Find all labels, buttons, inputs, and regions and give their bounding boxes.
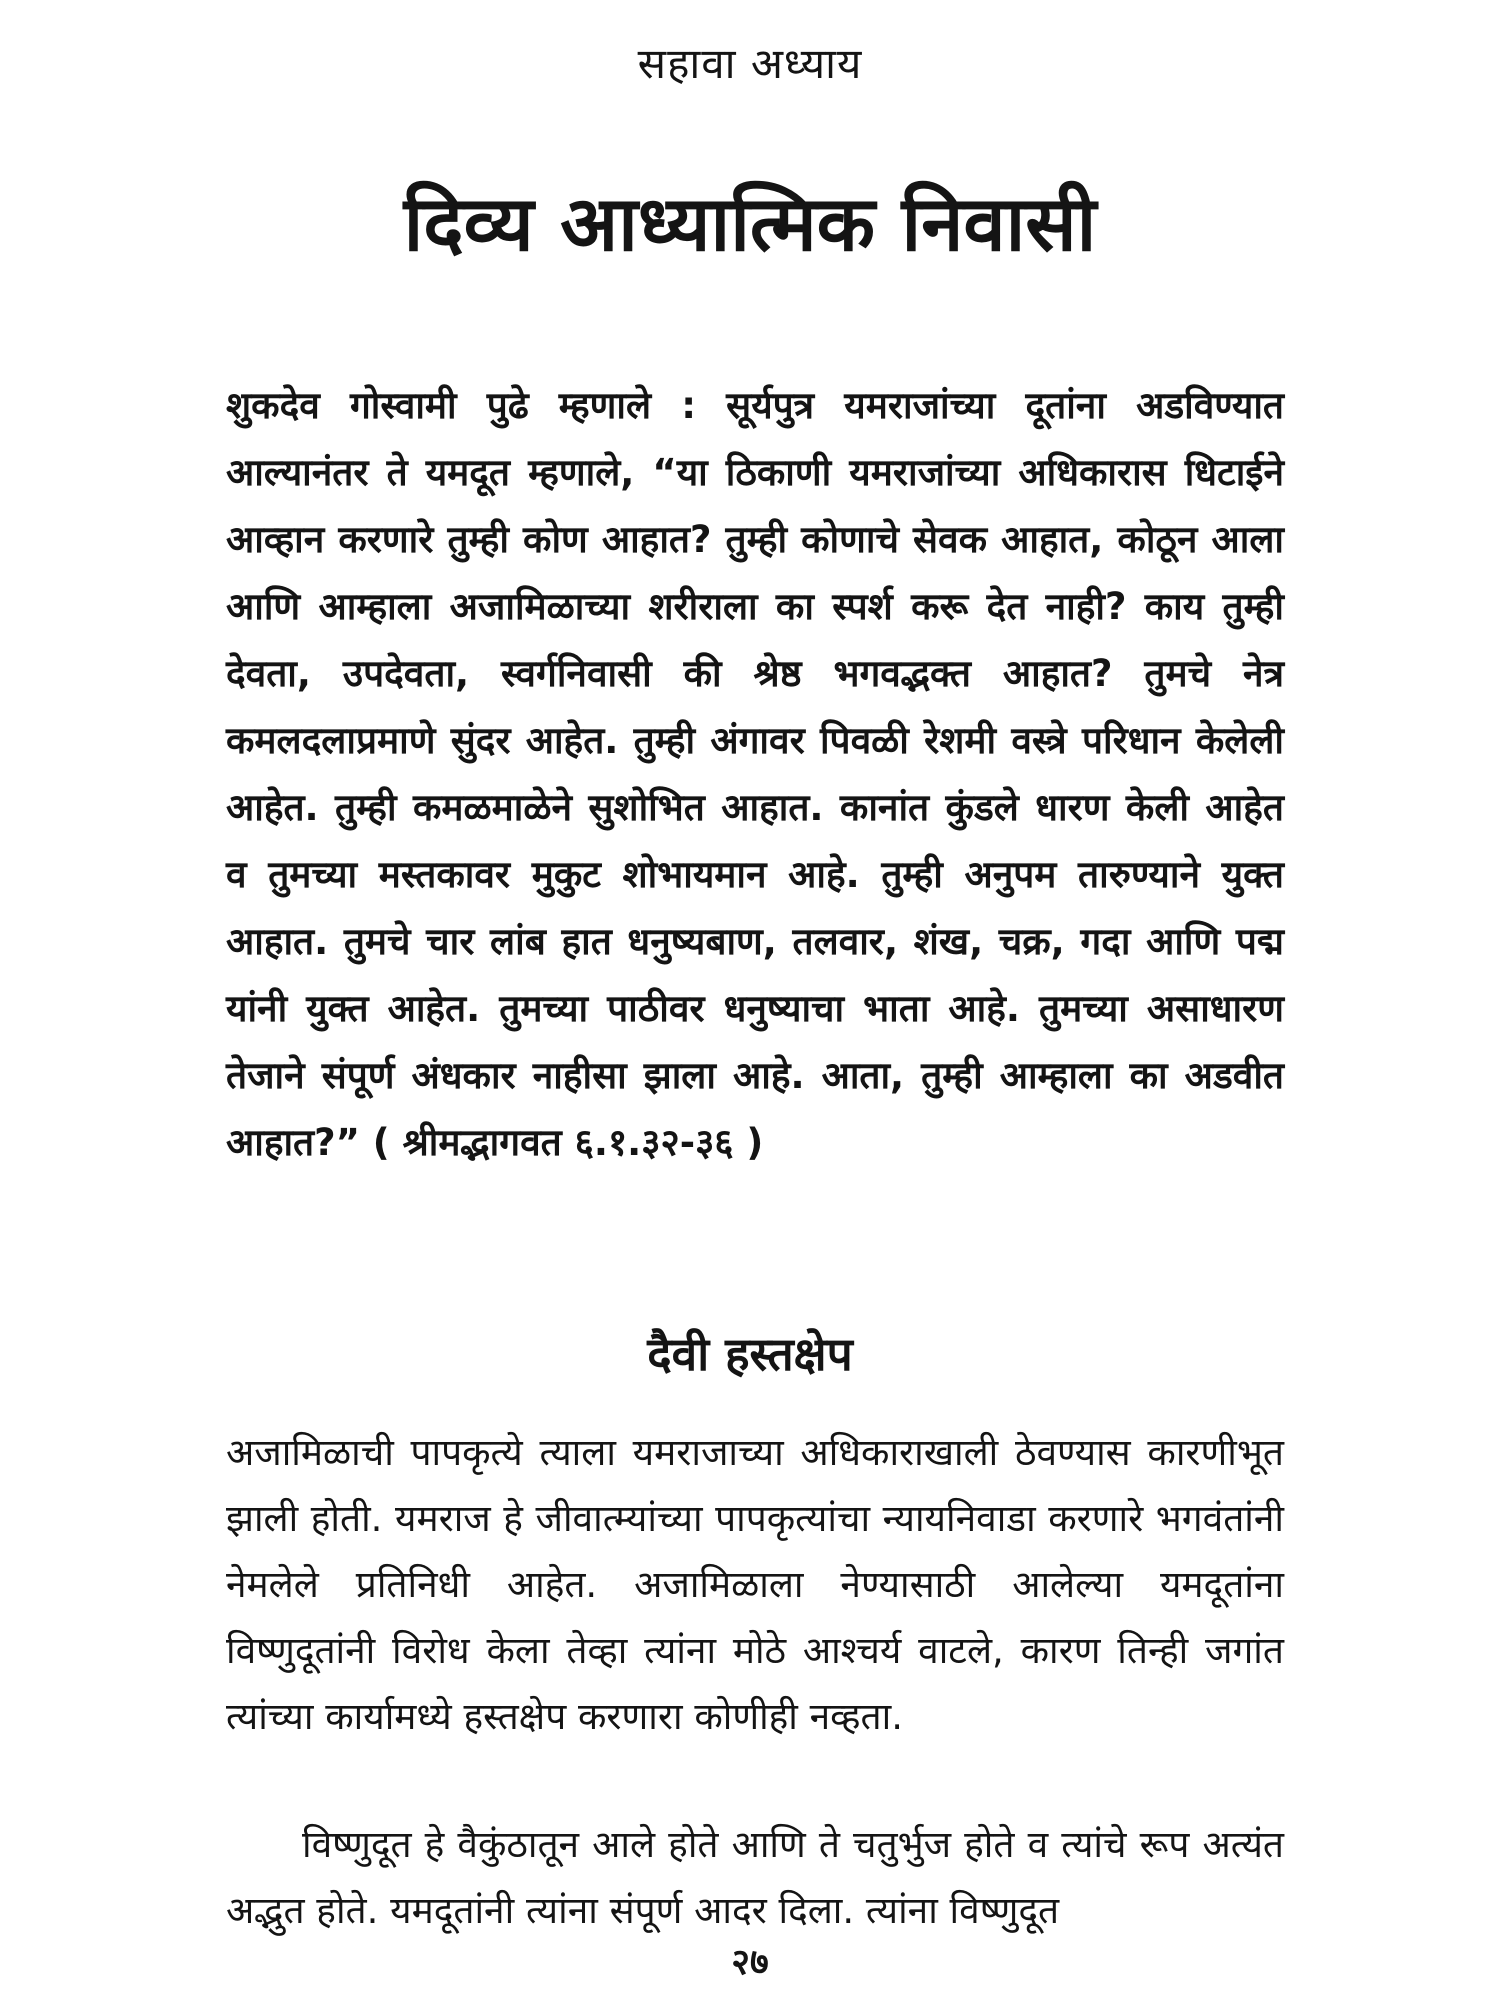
section-heading: दैवी हस्तक्षेप: [647, 1327, 853, 1381]
body-paragraph-2: विष्णुदूत हे वैकुंठातून आले होते आणि ते चतुर्भुज होते व त्यांचे रूप अत्यंत अद्भुत होते. यमदूतांनी त्यांना संपूर्ण आदर दिला. त्यांना विष्णुदूत: [226, 1823, 1284, 1932]
body-paragraph-1: अजामिळाची पापकृत्ये त्याला यमराजाच्या अधिकाराखाली ठेवण्यास कारणीभूत झाली होती. यमराज हे जीवात्म्यांच्या पापकृत्यांचा न्यायनिवाडा करणारे भगवंतांनी नेमलेले प्रतिनिधी आहेत. अजामिळाला नेण्यासाठी आलेल्या यमदूतांना विष्णुदूतांनी विरोध केला तेव्हा त्यांना मोठे आश्चर्य वाटले, कारण तिन्ही जगांत त्यांच्या कार्यामध्ये हस्तक्षेप करणारा कोणीही नव्हता.: [226, 1431, 1284, 1738]
page-number: २७: [731, 1942, 769, 1983]
chapter-title: दिव्य आध्यात्मिक निवासी: [403, 179, 1097, 268]
chapter-label: सहावा अध्याय: [637, 39, 863, 88]
intro-paragraph: शुकदेव गोस्वामी पुढे म्हणाले : सूर्यपुत्र यमराजांच्या दूतांना अडविण्यात आल्यानंतर ते यमदूत म्हणाले, “या ठिकाणी यमराजांच्या अधिकारास धिटाईने आव्हान करणारे तुम्ही कोण आहात? तुम्ही कोणाचे सेवक आहात, कोठून आला आणि आम्हाला अजामिळाच्या शरीराला का स्पर्श करू देत नाही? काय तुम्ही देवता, उपदेवता, स्वर्गनिवासी की श्रेष्ठ भगवद्भक्त आहात? तुमचे नेत्र कमलदलाप्रमाणे सुंदर आहेत. तुम्ही अंगावर पिवळी रेशमी वस्त्रे परिधान केलेली आहेत. तुम्ही कमळमाळेने सुशोभित आहात. कानांत कुंडले धारण केली आहेत व तुमच्या मस्तकावर मुकुट शोभायमान आहे. तुम्ही अनुपम तारुण्याने युक्त आहात. तुमचे चार लांब हात धनुष्यबाण, तलवार, शंख, चक्र, गदा आणि पद्म यांनी युक्त आहेत. तुमच्या पाठीवर धनुष्याचा भाता आहे. तुमच्या असाधारण तेजाने संपूर्ण अंधकार नाहीसा झाला आहे. आता, तुम्ही आम्हाला का अडवीत आहात?” ( श्रीमद्भागवत ६.१.३२-३६ ): [226, 384, 1284, 1164]
